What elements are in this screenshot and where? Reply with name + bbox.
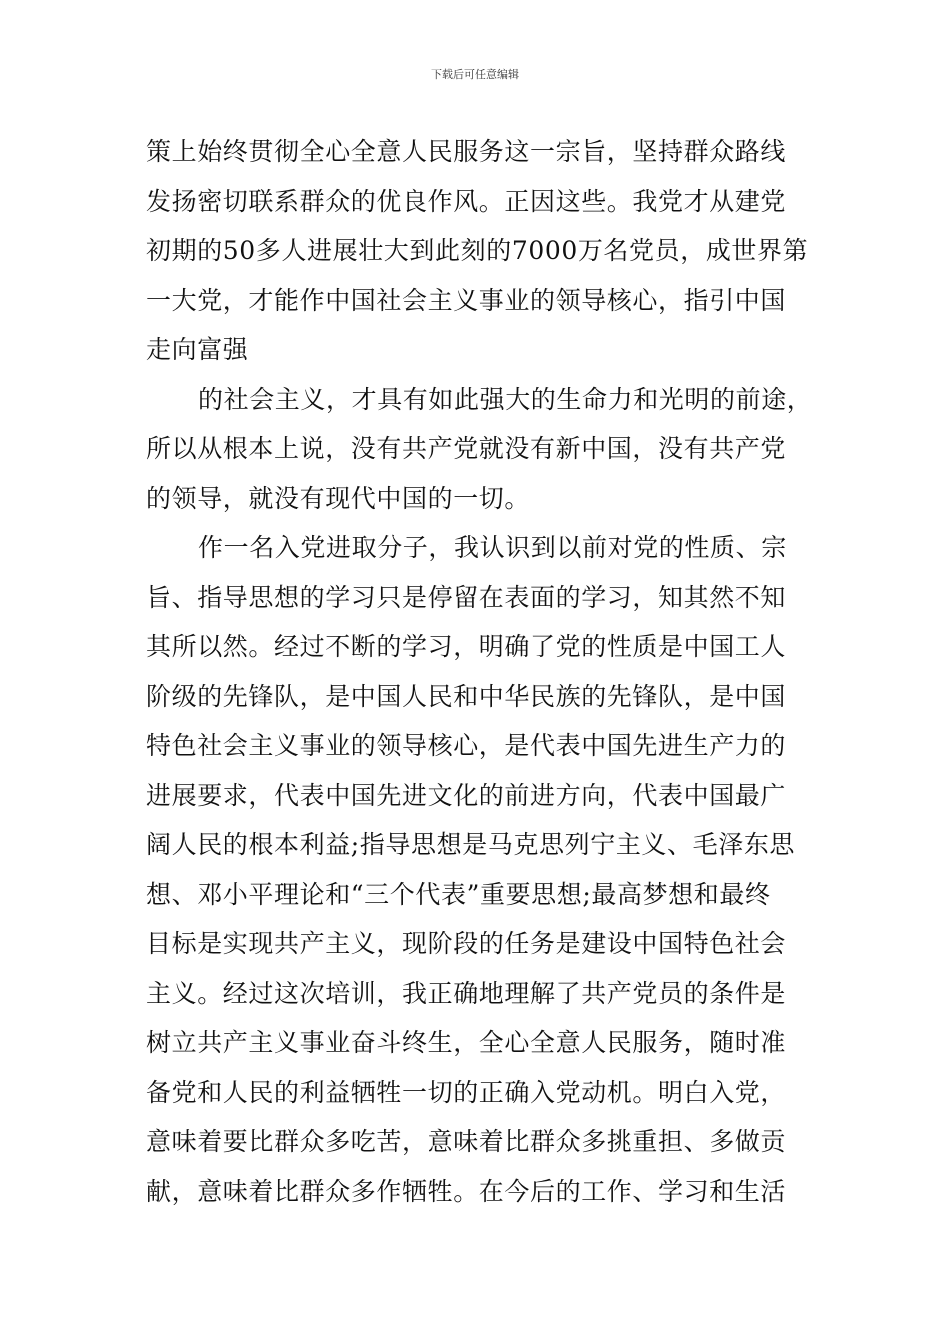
- paragraph-2: [146, 375, 818, 524]
- text-line: 发扬密切联系群众的优良作风。正因这些。我党才从建党: [146, 186, 787, 216]
- text-line: 走向富强: [146, 335, 249, 364]
- paragraph-1: [146, 127, 818, 375]
- text-line: 想、邓小平理论和“三个代表”重要思想;最高梦想和最终: [146, 879, 771, 909]
- text-line: 的社会主义，才具有如此强大的生命力和光明的前途，: [198, 384, 813, 414]
- text-line: 旨、指导思想的学习只是停留在表面的学习，知其然不知: [146, 582, 787, 612]
- text-line: 树立共产主义事业奋斗终生，全心全意人民服务，随时准: [146, 1028, 787, 1057]
- text-line: 策上始终贯彻全心全意人民服务这一宗旨，坚持群众路线: [146, 137, 787, 166]
- text-line: 意味着要比群众多吃苦，意味着比群众多挑重担、多做贡: [146, 1127, 787, 1156]
- text-line: 献，意味着比群众多作牺牲。在今后的工作、学习和生活: [146, 1176, 787, 1206]
- text-line: 进展要求，代表中国先进文化的前进方向，代表中国最广: [146, 780, 787, 810]
- text-line: 一大党，才能作中国社会主义事业的领导核心，指引中国: [146, 285, 787, 315]
- text-line: 作一名入党进取分子，我认识到以前对党的性质、宗: [198, 533, 787, 562]
- document-body: [146, 127, 818, 1216]
- text-line: 初期的50多人进展壮大到此刻的7000万名党员，成世界第: [146, 236, 809, 265]
- text-line: 阔人民的根本利益;指导思想是马克思列宁主义、毛泽东思: [146, 830, 796, 859]
- text-line: 阶级的先锋队，是中国人民和中华民族的先锋队，是中国: [146, 681, 787, 711]
- text-line: 所以从根本上说，没有共产党就没有新中国，没有共产党: [146, 434, 787, 463]
- text-line: 的领导，就没有现代中国的一切。: [146, 483, 531, 513]
- text-line: 目标是实现共产主义，现阶段的任务是建设中国特色社会: [146, 929, 787, 958]
- text-line: 其所以然。经过不断的学习，明确了党的性质是中国工人: [146, 632, 787, 661]
- text-line: 特色社会主义事业的领导核心，是代表中国先进生产力的: [146, 731, 787, 760]
- page-header: 下载后可任意编辑: [431, 68, 519, 81]
- text-line: 主义。经过这次培训，我正确地理解了共产党员的条件是: [146, 978, 787, 1008]
- paragraph-3: [146, 523, 818, 1216]
- text-line: 备党和人民的利益牺牲一切的正确入党动机。明白入党，: [146, 1077, 787, 1107]
